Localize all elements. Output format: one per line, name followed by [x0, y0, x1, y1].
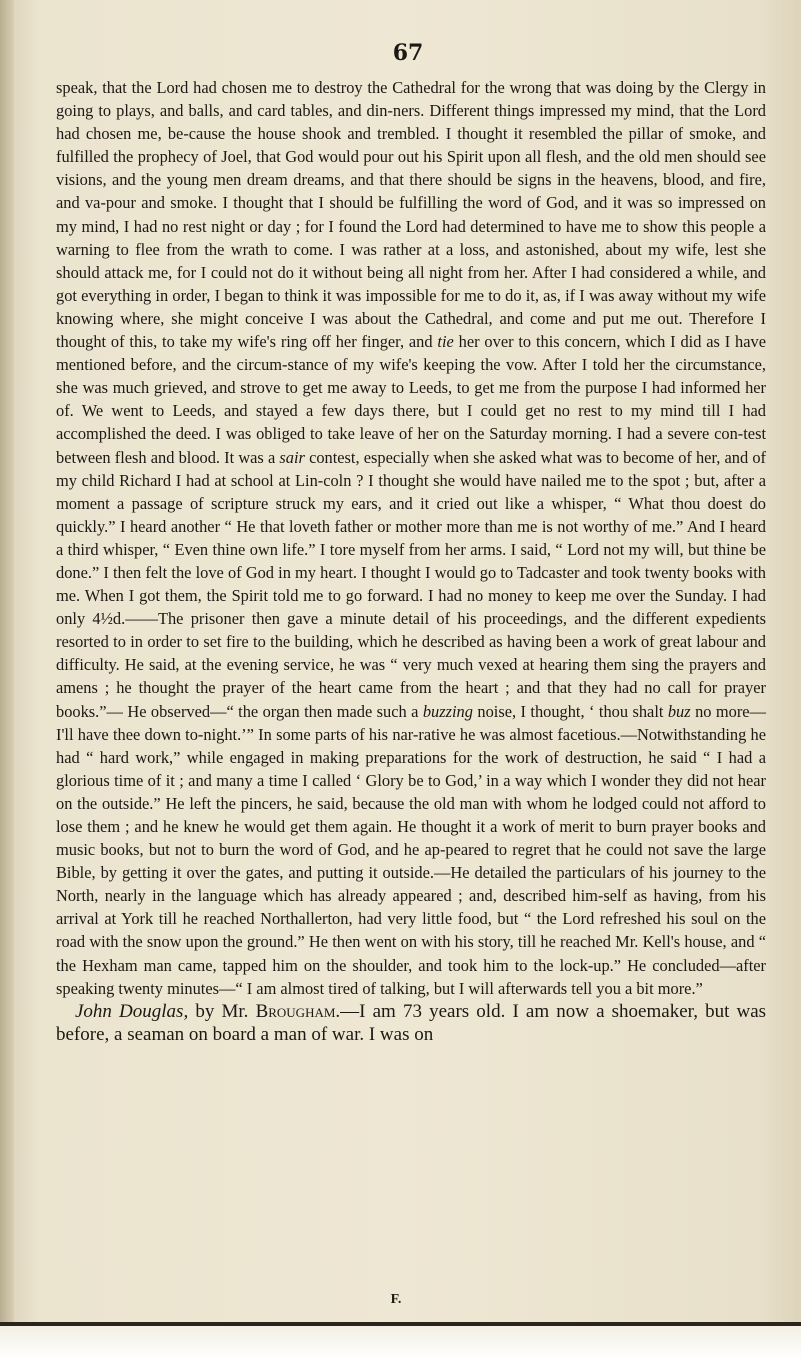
examiner-name: Brougham. [255, 1000, 341, 1022]
italic-word: buzzing [422, 701, 473, 721]
text-run: by Mr. [195, 1000, 249, 1022]
body-text [56, 76, 766, 1046]
italic-word: buz [667, 701, 691, 721]
witness-name: John Douglas, [75, 1000, 189, 1022]
italic-word: sair [279, 447, 305, 467]
signature-mark: F. [390, 1292, 402, 1307]
text-run: no more—I'll have thee down to-night.’” In some parts of his nar-rative he was almost facetious.—Notwithstanding he had “ hard work,” while engaged in making preparations for the work of destruction, he said “ I had a glorious time of it ; and many a time I called ‘ Glory be to God,’ in a way which I wonder they did not hear on the outside.” He left the pincers, he said, because the old man with whom he lodged could not afford to lose them ; and he knew he would get them again. He thought it a work of merit to burn prayer books and music books, but not to burn the word of God, and he ap-peared to regret that he could not save the large Bible, by getting it over the gates, and putting it outside.—He detailed the particulars of his journey to the North, nearly in the language which has already appeared ; and, described him-self as having, from his arrival at York till he reached Northallerton, had very little food, but “ the Lord refreshed his soul on the road with the snow upon the ground.” He then went on with his story, till he reached Mr. Kell's house, and “ the Hexham man came, tapped him on the shoulder, and took him to the lock-up.” He concluded—after speaking twenty minutes—“ I am almost tired of talking, but I will afterwards tell you a bit more.” [56, 701, 766, 998]
text-run: contest, especially when she asked what was to become of her, and of my child Richard I had at school at Lin-coln ? I thought she would have nailed me to the spot ; but, after a moment a passage of scripture struck my ears, and it cried out like a whisper, “ What thou doest do quickly.” I heard another “ He that loveth father or mother more than me is not worthy of me.” And I heard a third whisper, “ Even thine own life.” I tore myself from her arms. I said, “ Lord not my will, but thine be done.” I then felt the love of God in my heart. I thought I would go to Tadcaster and took twenty books with me. When I got them, the Spirit told me to go forward. I had no money to keep me over the Sunday. I had only 4½d.——The prisoner then gave a minute detail of his proceedings, and the different expedients resorted to in order to set fire to the building, which he described as having been a work of great labour and difficulty. He said, at the evening service, he was “ very much vexed at hearing them sing the prayers and amens ; he thought the prayer of the heart came from the heart ; and that they had no call for prayer books.”— He observed—“ the organ then made such a [56, 447, 766, 721]
text-run: —I am 73 years old. I am now a shoemaker, but was before, a seaman on board a man of war. I was on [56, 1000, 767, 1045]
text-run: noise, I thought, ‘ thou shalt [477, 701, 664, 721]
paragraph-testimony [56, 76, 766, 1000]
bottom-margin [0, 1326, 801, 1360]
text-run: speak, that the Lord had chosen me to destroy the Cathedral for the wrong that was doing by the Clergy in going to plays, and balls, and card tables, and din-ners. Different things impressed my mind, that the Lord had chosen me, be-cause the house shook and trembled. I thought it resembled the pillar of smoke, and fulfilled the prophecy of Joel, that God would pour out his Spirit upon all flesh, and the old men should see visions, and the young men dream dreams, and that there should be signs in the heavens, blood, and fire, and va-pour and smoke. I thought that I should be fulfilling the word of God, and it was so impressed on my mind, I had no rest night or day ; for I found the Lord had determined to have me to show this people a warning to flee from the wrath to come. I was rather at a loss, and astonished, about my wife, lest she should attack me, for I could not do it without being all night from her. After I had considered a while, and got everything in order, I began to think it was impossible for me to do it, as, if I was away without my wife knowing where, she might conceive I was about the Cathedral, and come and put me out. Therefore I thought of this, to take my wife's ring off her finger, and [56, 78, 766, 352]
page-binding-edge [0, 0, 14, 1360]
text-run: her over to this concern, which I did as I have mentioned before, and the circum-stance of my wife's keeping the vow. After I told her the circumstance, she was much grieved, and strove to get me away to Leeds, to get me from the purpose I had informed her of. We went to Leeds, and stayed a few days there, but I could get no rest to my mind till I had accomplished the deed. I was obliged to take leave of her on the Saturday morning. I had a severe con-test between flesh and blood. It was a [56, 332, 766, 467]
paragraph-witness [56, 1000, 766, 1046]
italic-word: tie [437, 332, 454, 352]
page-number: 67 [392, 40, 424, 66]
